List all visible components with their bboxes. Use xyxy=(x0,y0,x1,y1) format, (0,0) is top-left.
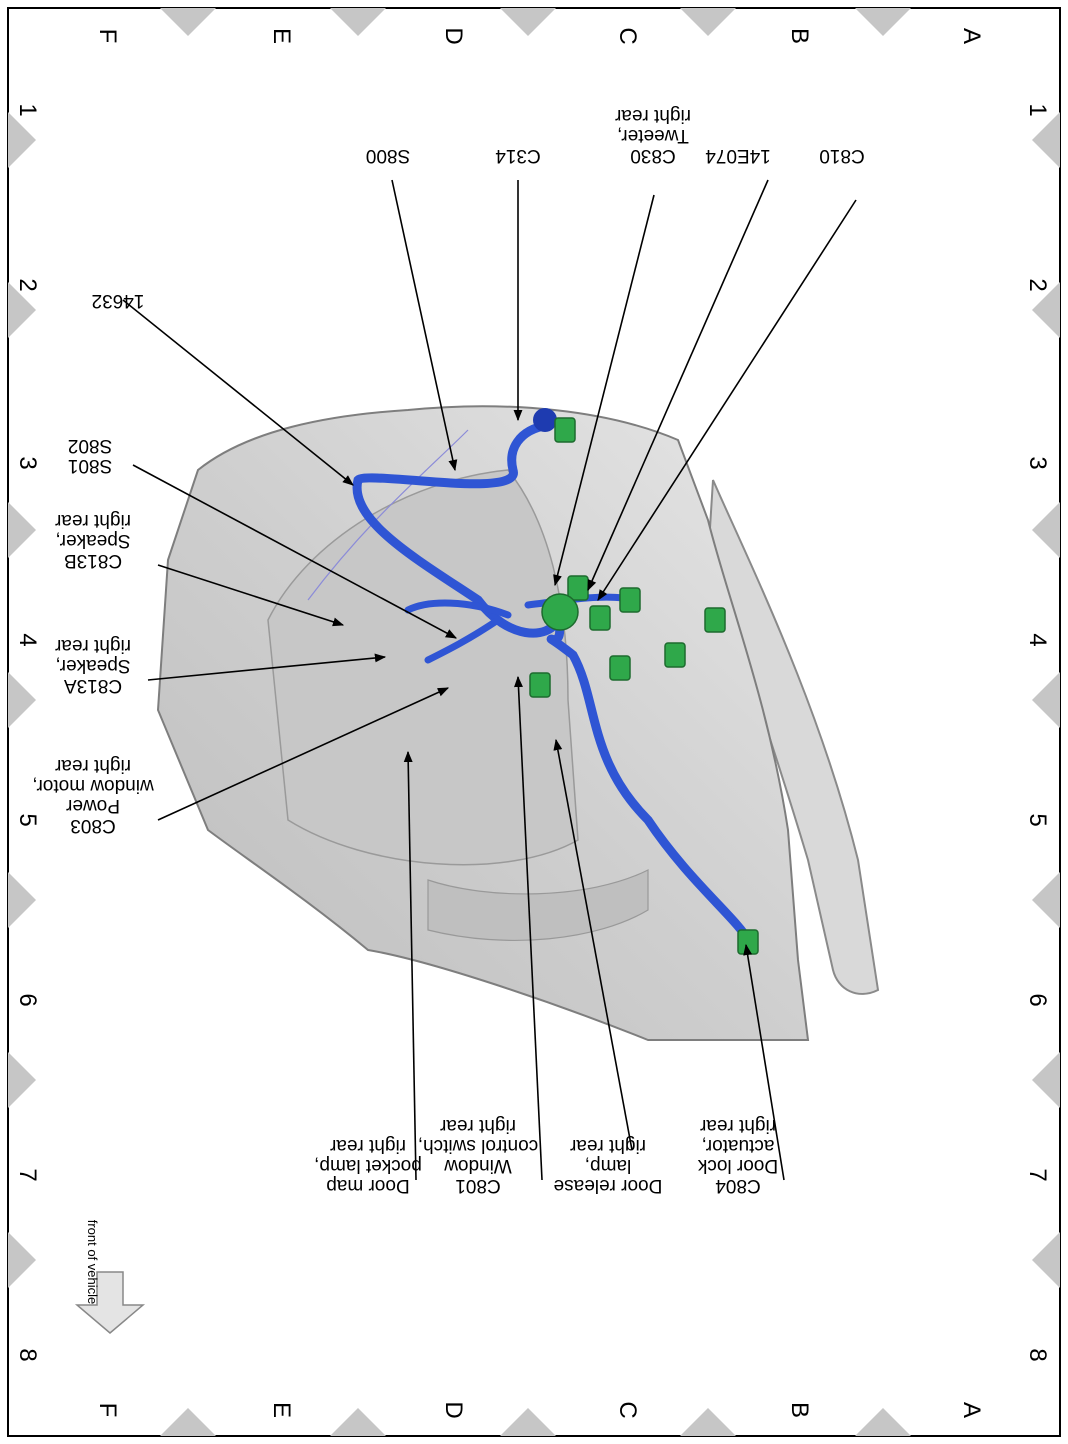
grid-column-label: 2 xyxy=(1024,278,1051,292)
grid-row-label: F xyxy=(94,1402,121,1418)
callout-line: Window xyxy=(444,1155,512,1176)
connector xyxy=(665,643,685,667)
grid-row-label: C xyxy=(614,1401,641,1419)
door-lock-connector xyxy=(738,930,758,954)
callout-line: C813B xyxy=(63,550,123,571)
callout-line: pocket lamp, xyxy=(314,1155,422,1176)
callout-line: right rear xyxy=(569,1135,647,1156)
grid-column-label: 8 xyxy=(1024,1348,1051,1362)
connector xyxy=(590,606,610,630)
grommet-connector xyxy=(542,594,578,630)
callout-line: window motor, xyxy=(32,775,154,796)
grid-row-label: E xyxy=(268,27,295,45)
callout-line: Power xyxy=(66,795,120,816)
callout-e074 xyxy=(705,145,771,166)
callout-line: C804 xyxy=(715,1175,761,1196)
grid-column-label: 5 xyxy=(14,813,41,827)
callout-line: Speaker, xyxy=(55,655,131,676)
round-connector xyxy=(620,588,640,612)
callout-s800 xyxy=(366,145,410,166)
callout-line: S802 xyxy=(67,435,113,456)
grid-column-label: 8 xyxy=(14,1348,41,1362)
grid-row-label: A xyxy=(958,27,985,45)
grid-column-label: 7 xyxy=(1024,1168,1051,1182)
callout-line: C803 xyxy=(70,815,116,836)
grid-row-label: B xyxy=(786,1401,813,1419)
grid-row-label: F xyxy=(94,28,121,44)
callout-line: S800 xyxy=(365,145,411,166)
callout-line: Tweeter, xyxy=(617,125,689,146)
grid-column-label: 6 xyxy=(14,993,41,1007)
callout-line: actuator, xyxy=(701,1135,775,1156)
callout-line: S801 xyxy=(67,455,113,476)
callout-line: right rear xyxy=(439,1115,517,1136)
grid-row-label: E xyxy=(268,1401,295,1419)
callout-line: Door lock xyxy=(697,1155,779,1176)
grid-row-label: A xyxy=(958,1401,985,1419)
grid-column-label: 1 xyxy=(1024,103,1051,117)
callout-c813a xyxy=(54,635,131,696)
front-of-vehicle-label: front of vehicle xyxy=(85,1219,100,1305)
callout-line: C801 xyxy=(455,1175,501,1196)
callout-line: C810 xyxy=(819,145,865,166)
callout-line: right rear xyxy=(54,635,132,656)
callout-line: Speaker, xyxy=(55,530,131,551)
callout-line: right rear xyxy=(614,105,692,126)
callout-line: C314 xyxy=(495,145,541,166)
grid-column-label: 3 xyxy=(1024,456,1051,470)
grid-column-label: 6 xyxy=(1024,993,1051,1007)
grid-column-label: 4 xyxy=(1024,633,1051,647)
callout-line: right rear xyxy=(54,755,132,776)
callout-line: lamp, xyxy=(584,1155,632,1176)
callout-c314 xyxy=(495,145,541,166)
callout-line: right rear xyxy=(54,510,132,531)
callout-w14632 xyxy=(92,290,145,311)
connector xyxy=(705,608,725,632)
connector xyxy=(530,673,550,697)
callout-line: control switch, xyxy=(417,1135,539,1156)
callout-c810 xyxy=(819,145,864,166)
callout-line: right rear xyxy=(699,1115,777,1136)
callout-line: Door release xyxy=(553,1175,663,1196)
callout-s801 xyxy=(68,435,112,476)
grid-column-label: 7 xyxy=(14,1168,41,1182)
connector xyxy=(610,656,630,680)
grid-row-label: C xyxy=(614,27,641,45)
callout-c813b xyxy=(54,510,131,571)
callout-line: 14E074 xyxy=(705,145,771,166)
grid-row-label: B xyxy=(786,27,813,45)
callout-dmp xyxy=(314,1135,422,1196)
grid-row-label: D xyxy=(440,27,467,45)
callout-line: 14632 xyxy=(91,290,145,311)
grid-column-label: 4 xyxy=(14,633,41,647)
connector xyxy=(568,576,588,600)
grid-column-label: 1 xyxy=(14,103,41,117)
large-connector xyxy=(555,418,575,442)
grid-column-label: 5 xyxy=(1024,813,1051,827)
callout-line: C813A xyxy=(63,675,123,696)
grommet xyxy=(533,408,557,432)
callout-line: right rear xyxy=(329,1135,407,1156)
callout-line: Door map xyxy=(326,1175,410,1196)
callout-line: C830 xyxy=(630,145,676,166)
grid-column-label: 3 xyxy=(14,456,41,470)
grid-column-label: 2 xyxy=(14,278,41,292)
grid-row-label: D xyxy=(440,1401,467,1419)
